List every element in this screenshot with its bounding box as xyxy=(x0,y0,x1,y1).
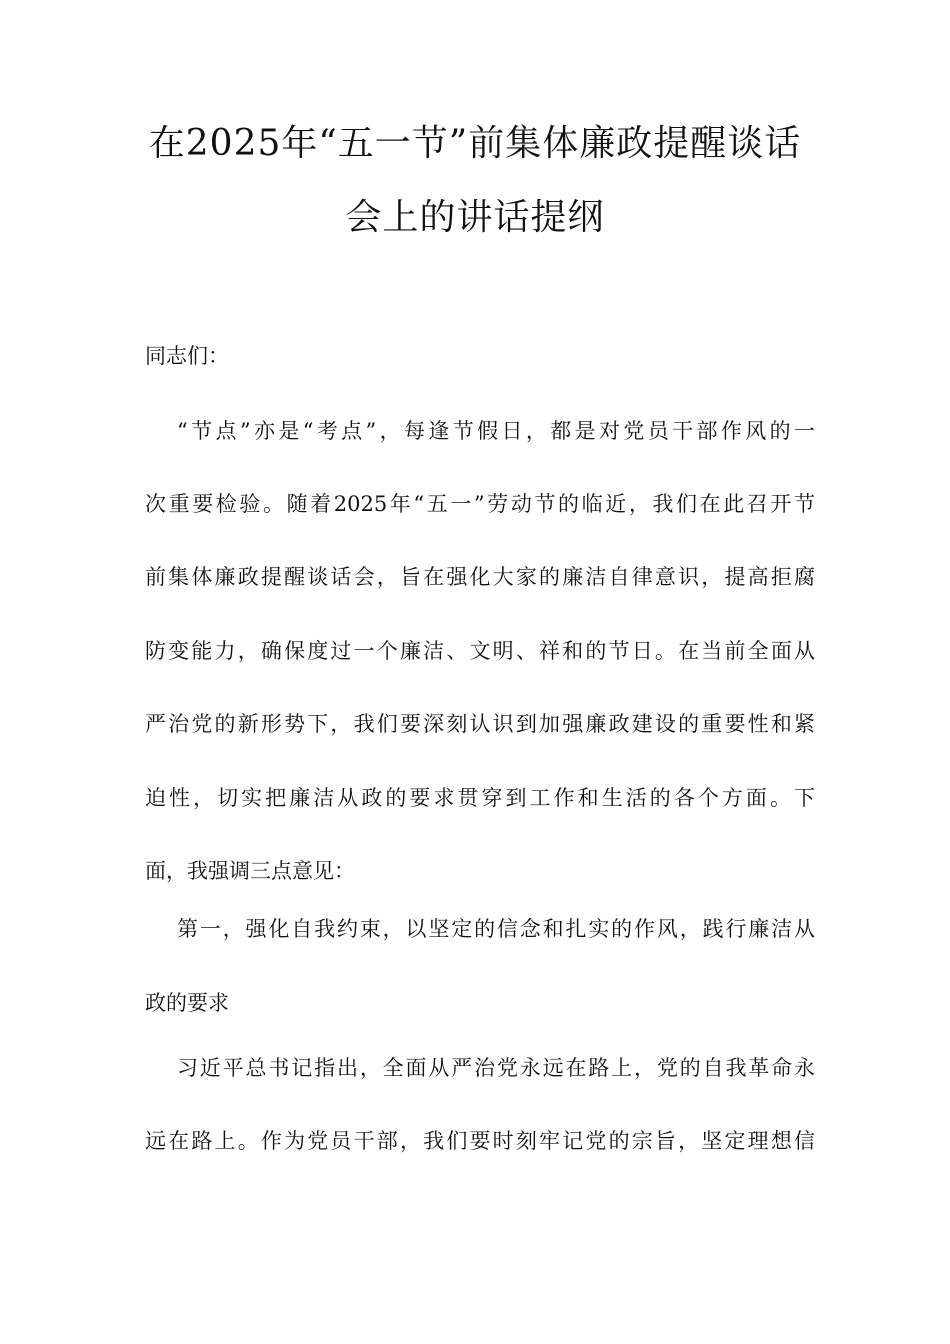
section-heading-line: 第一，强化自我约束，以坚定的信念和扎实的作风，践行廉洁从 xyxy=(177,917,815,941)
paragraph-line: 迫性，切实把廉洁从政的要求贯穿到工作和生活的各个方面。下 xyxy=(145,786,815,810)
paragraph-line: 次重要检验。随着2025年“五一”劳动节的临近，我们在此召开节 xyxy=(145,492,815,516)
paragraph-line: 严治党的新形势下，我们要深刻认识到加强廉政建设的重要性和紧 xyxy=(145,712,815,736)
paragraph-line: 前集体廉政提醒谈话会，旨在强化大家的廉洁自律意识，提高拒腐 xyxy=(145,565,815,589)
salutation: 同志们： xyxy=(145,344,229,368)
paragraph-line: 防变能力，确保度过一个廉洁、文明、祥和的节日。在当前全面从 xyxy=(145,639,815,663)
paragraph-line: 面，我强调三点意见： xyxy=(145,859,355,883)
paragraph-line: 习近平总书记指出，全面从严治党永远在路上，党的自我革命永 xyxy=(177,1056,815,1080)
section-heading-line: 政的要求 xyxy=(145,991,229,1015)
document-title-line-2: 会上的讲话提纲 xyxy=(345,197,605,238)
document-title-line-1: 在2025年“五一节”前集体廉政提醒谈话 xyxy=(148,123,802,164)
paragraph-line: “节点”亦是“考点”，每逢节假日，都是对党员干部作风的一 xyxy=(177,419,815,443)
paragraph-line: 远在路上。作为党员干部，我们要时刻牢记党的宗旨，坚定理想信 xyxy=(145,1129,815,1153)
